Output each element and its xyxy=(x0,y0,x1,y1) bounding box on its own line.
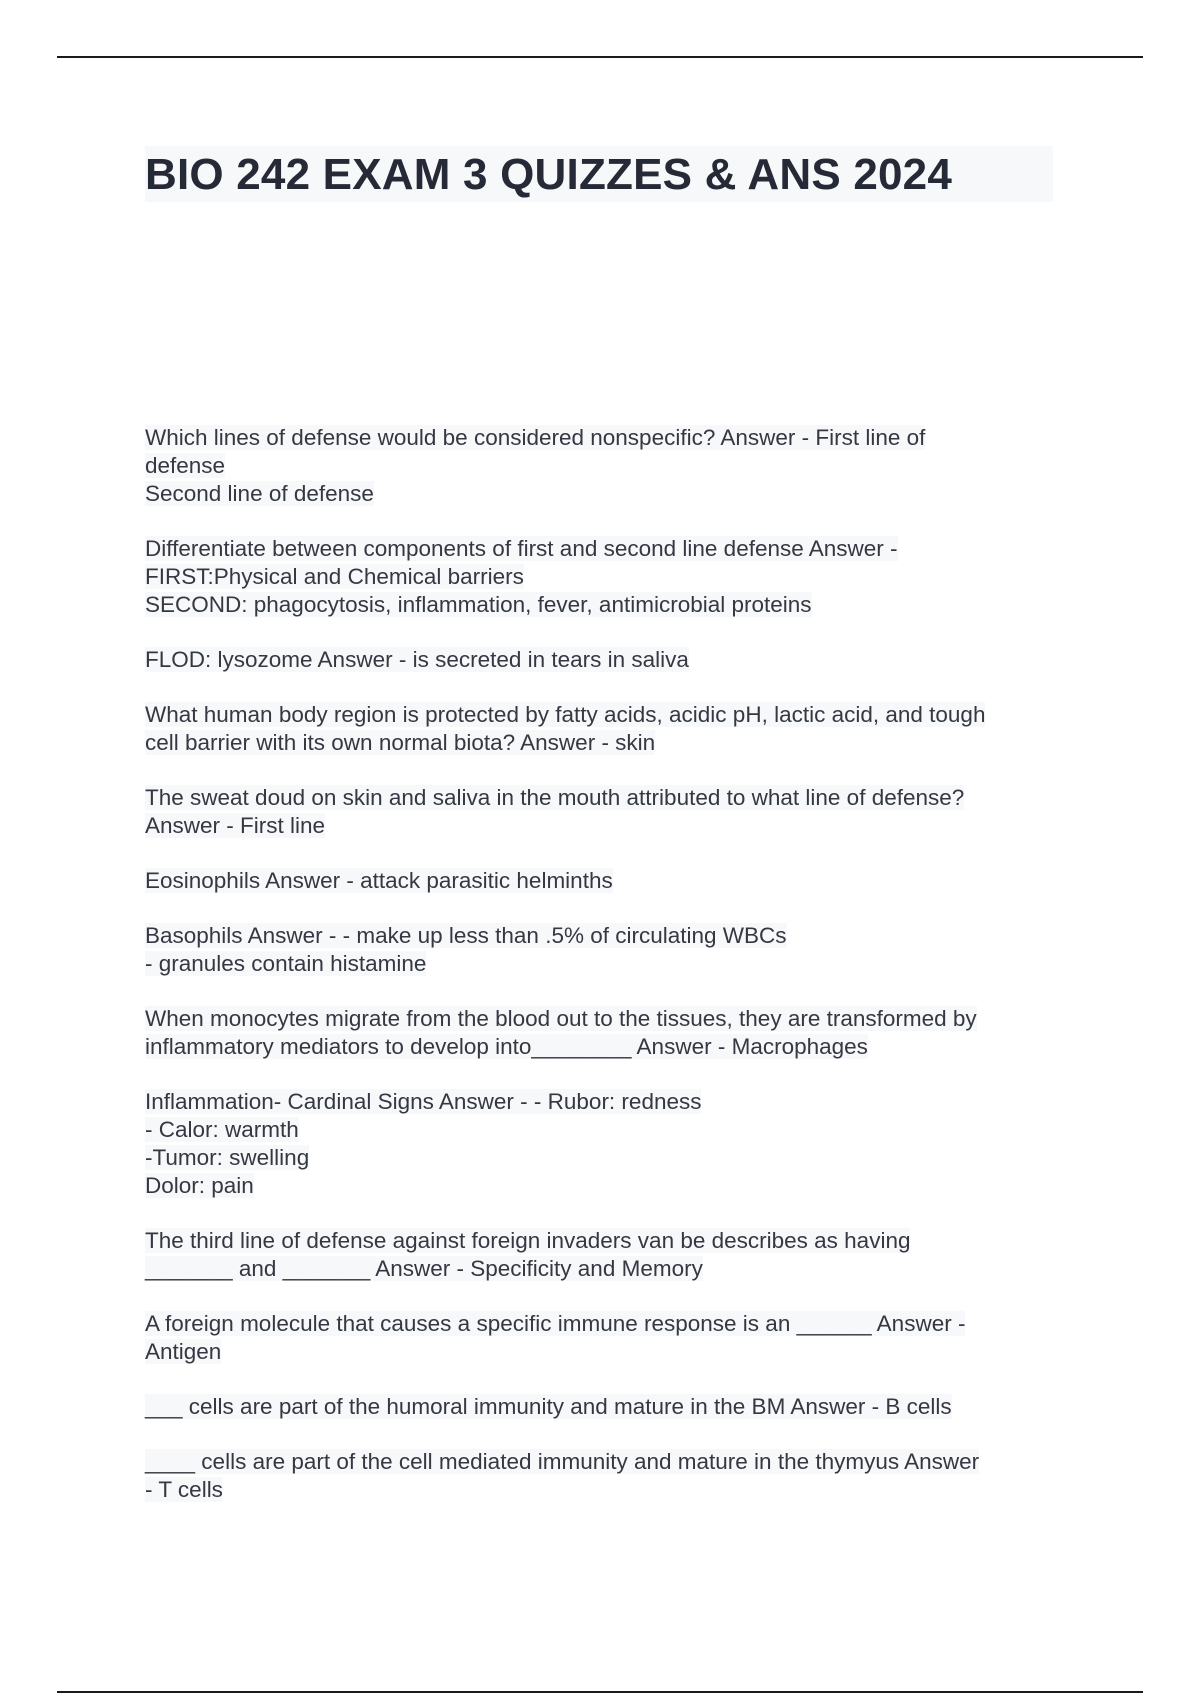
qa-line-text: Differentiate between components of first and second line defense Answer - xyxy=(145,536,898,561)
qa-line-text: What human body region is protected by fatty acids, acidic pH, lactic acid, and tough xyxy=(145,702,986,727)
qa-line xyxy=(145,1310,1065,1338)
qa-line-text: When monocytes migrate from the blood out to the tissues, they are transformed by xyxy=(145,1006,977,1031)
qa-line xyxy=(145,1033,1065,1061)
qa-line xyxy=(145,1172,1065,1200)
qa-line xyxy=(145,922,1065,950)
qa-line xyxy=(145,591,1065,619)
qa-line-text: Eosinophils Answer - attack parasitic helminths xyxy=(145,868,613,893)
qa-line-text: FIRST:Physical and Chemical barriers xyxy=(145,564,524,589)
qa-line-text: defense xyxy=(145,453,226,478)
qa-line-text: - granules contain histamine xyxy=(145,951,427,976)
qa-line xyxy=(145,1255,1065,1283)
qa-line xyxy=(145,1116,1065,1144)
qa-line-text: Basophils Answer - - make up less than .5% of circulating WBCs xyxy=(145,923,787,948)
qa-line-text: Antigen xyxy=(145,1339,222,1364)
qa-line xyxy=(145,784,1065,812)
bottom-rule xyxy=(57,1691,1143,1693)
qa-line xyxy=(145,1448,1065,1476)
qa-line-text: Answer - First line xyxy=(145,813,326,838)
qa-line xyxy=(145,1227,1065,1255)
qa-line-text: ___ cells are part of the humoral immunity and mature in the BM Answer - B cells xyxy=(145,1394,952,1419)
qa-line xyxy=(145,480,1065,508)
qa-line xyxy=(145,452,1065,480)
qa-line xyxy=(145,424,1065,452)
qa-line xyxy=(145,1005,1065,1033)
qa-line-text: FLOD: lysozome Answer - is secreted in tears in saliva xyxy=(145,647,689,672)
document-title: BIO 242 EXAM 3 QUIZZES & ANS 2024 xyxy=(145,150,953,199)
title-block xyxy=(145,146,1053,202)
qa-item xyxy=(145,424,1065,508)
qa-item xyxy=(145,1088,1065,1200)
qa-line xyxy=(145,812,1065,840)
qa-item xyxy=(145,867,1065,895)
qa-line xyxy=(145,950,1065,978)
qa-line-text: inflammatory mediators to develop into________ Answer - Macrophages xyxy=(145,1034,868,1059)
qa-item xyxy=(145,1310,1065,1366)
top-rule xyxy=(57,56,1143,58)
qa-line-text: SECOND: phagocytosis, inflammation, fever, antimicrobial proteins xyxy=(145,592,812,617)
qa-item xyxy=(145,646,1065,674)
qa-line-text: - T cells xyxy=(145,1477,223,1502)
qa-item xyxy=(145,701,1065,757)
qa-line-text: -Tumor: swelling xyxy=(145,1145,310,1170)
qa-list xyxy=(145,424,1065,1531)
qa-line-text: - Calor: warmth xyxy=(145,1117,299,1142)
qa-line-text: Dolor: pain xyxy=(145,1173,254,1198)
qa-line xyxy=(145,701,1065,729)
qa-line xyxy=(145,1393,1065,1421)
qa-line xyxy=(145,867,1065,895)
qa-line xyxy=(145,729,1065,757)
qa-item xyxy=(145,1005,1065,1061)
qa-line xyxy=(145,535,1065,563)
qa-item xyxy=(145,535,1065,619)
qa-line xyxy=(145,1476,1065,1504)
qa-item xyxy=(145,1227,1065,1283)
qa-line-text: ____ cells are part of the cell mediated immunity and mature in the thymyus Answer xyxy=(145,1449,980,1474)
qa-line xyxy=(145,646,1065,674)
qa-line-text: Inflammation- Cardinal Signs Answer - - Rubor: redness xyxy=(145,1089,702,1114)
qa-item xyxy=(145,922,1065,978)
qa-line-text: Second line of defense xyxy=(145,481,374,506)
qa-line-text: cell barrier with its own normal biota? Answer - skin xyxy=(145,730,656,755)
qa-line-text: The sweat doud on skin and saliva in the mouth attributed to what line of defense? xyxy=(145,785,965,810)
qa-line xyxy=(145,563,1065,591)
qa-line xyxy=(145,1088,1065,1116)
qa-line-text: The third line of defense against foreign invaders van be describes as having xyxy=(145,1228,911,1253)
qa-line xyxy=(145,1144,1065,1172)
qa-line-text: _______ and _______ Answer - Specificity and Memory xyxy=(145,1256,703,1281)
qa-line xyxy=(145,1338,1065,1366)
qa-item xyxy=(145,1393,1065,1421)
qa-line-text: Which lines of defense would be considered nonspecific? Answer - First line of xyxy=(145,425,926,450)
qa-line-text: A foreign molecule that causes a specific immune response is an ______ Answer - xyxy=(145,1311,966,1336)
qa-item xyxy=(145,1448,1065,1504)
qa-item xyxy=(145,784,1065,840)
